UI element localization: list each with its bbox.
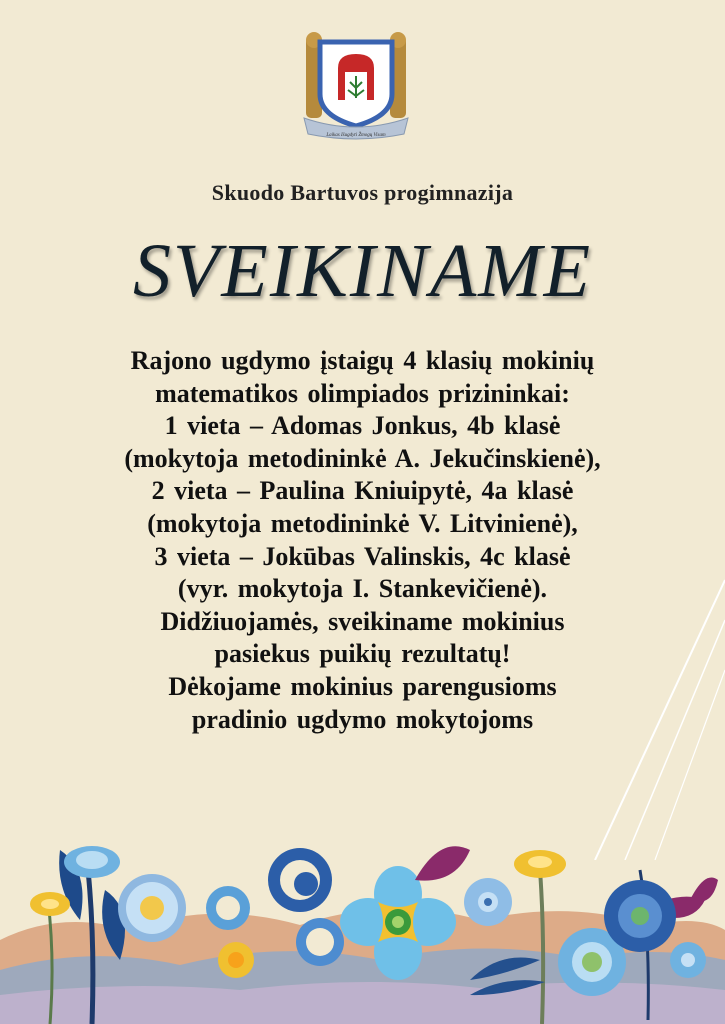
message-line: pradinio ugdymo mokytojoms	[191, 704, 534, 734]
school-name: Skuodo Bartuvos progimnazija	[211, 180, 514, 205]
message-line: (mokytoja metodininkė V. Litvinienė),	[147, 508, 578, 538]
message-line: Didžiuojamės, sveikiname mokinius	[160, 606, 565, 636]
message-line: Rajono ugdymo įstaigų 4 klasių mokinių	[130, 346, 595, 375]
message-line: 1 vieta – Adomas Jonkus, 4b klasė	[164, 411, 561, 441]
message-line: 2 vieta – Paulina Kniuipytė, 4a klasė	[151, 476, 574, 506]
svg-text:Laikas Išugdyti Žmogų Visam: Laikas Išugdyti Žmogų Visam	[326, 133, 386, 138]
message-line: 3 vieta – Jokūbas Valinskis, 4c klasė	[154, 541, 571, 571]
headline: SVEIKINAME	[132, 229, 592, 313]
decorative-lines	[555, 560, 725, 860]
crest-motto	[325, 132, 386, 138]
message-line: pasiekus puikių rezultatų!	[214, 639, 511, 669]
message-line: matematikos olimpiados prizininkai:	[155, 378, 570, 408]
flower-border-illustration	[0, 830, 725, 1024]
message-line: Dėkojame mokinius parengusioms	[168, 671, 557, 701]
message-line: (vyr. mokytoja I. Stankevičienė).	[177, 574, 548, 604]
message-line: (mokytoja metodininkė A. Jekučinskienė),	[124, 443, 601, 473]
school-crest-logo	[300, 32, 412, 142]
